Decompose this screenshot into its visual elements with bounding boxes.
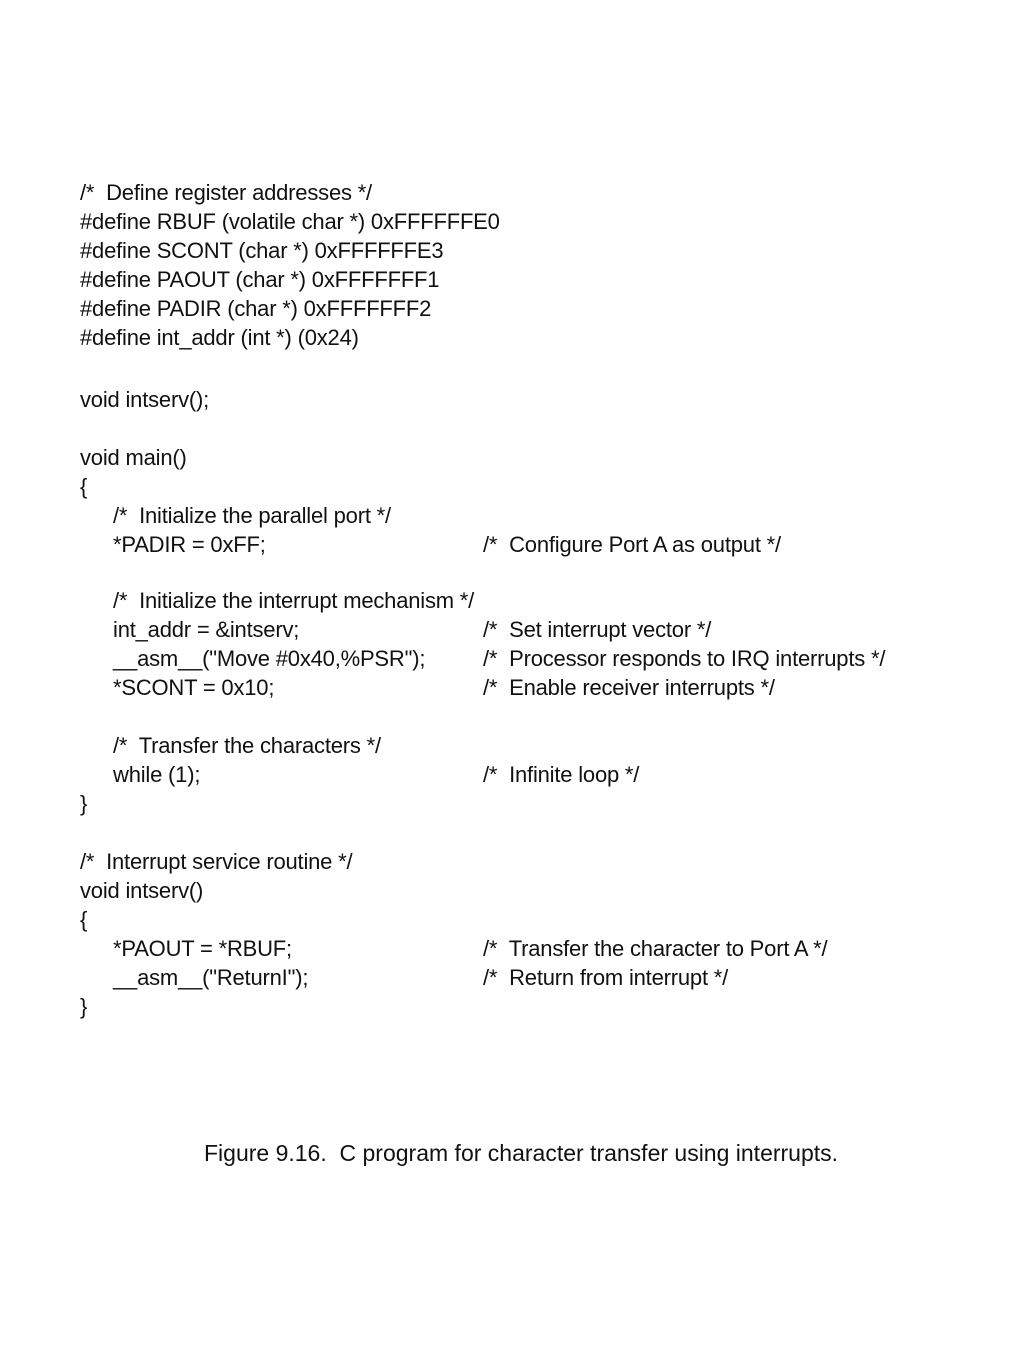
figure-caption: Figure 9.16. C program for character transfer using interrupts.	[204, 1140, 839, 1166]
code-line: }	[80, 791, 88, 816]
code-comment: /* Set interrupt vector */	[483, 617, 712, 642]
code-line: /* Initialize the parallel port */	[113, 503, 391, 528]
code-line: int_addr = &intserv;	[113, 617, 300, 642]
code-line: /* Initialize the interrupt mechanism */	[113, 588, 475, 613]
code-line: __asm__("Move #0x40,%PSR");	[113, 646, 426, 671]
code-comment: /* Configure Port A as output */	[483, 532, 781, 557]
code-line: while (1);	[113, 762, 201, 787]
code-line: #define PADIR (char *) 0xFFFFFFF2	[80, 296, 432, 321]
code-line: void intserv();	[80, 387, 210, 412]
code-line: }	[80, 994, 88, 1019]
code-comment: /* Processor responds to IRQ interrupts */	[483, 646, 886, 671]
code-comment: /* Infinite loop */	[483, 762, 640, 787]
code-line: /* Interrupt service routine */	[80, 849, 353, 874]
code-line: void main()	[80, 445, 187, 470]
code-line: #define int_addr (int *) (0x24)	[80, 325, 359, 350]
code-comment: /* Enable receiver interrupts */	[483, 675, 775, 700]
code-line: #define RBUF (volatile char *) 0xFFFFFFE0	[80, 209, 500, 234]
code-line: #define SCONT (char *) 0xFFFFFFE3	[80, 238, 444, 263]
code-line: {	[80, 907, 88, 932]
code-line: {	[80, 474, 88, 499]
code-line: *SCONT = 0x10;	[113, 675, 275, 700]
code-line: *PADIR = 0xFF;	[113, 532, 266, 557]
code-line: __asm__("ReturnI");	[113, 965, 309, 990]
code-line: /* Transfer the characters */	[113, 733, 381, 758]
code-comment: /* Transfer the character to Port A */	[483, 936, 828, 961]
code-line: void intserv()	[80, 878, 204, 903]
code-line: #define PAOUT (char *) 0xFFFFFFF1	[80, 267, 440, 292]
code-line: *PAOUT = *RBUF;	[113, 936, 292, 961]
code-comment: /* Return from interrupt */	[483, 965, 729, 990]
code-line: /* Define register addresses */	[80, 180, 372, 205]
